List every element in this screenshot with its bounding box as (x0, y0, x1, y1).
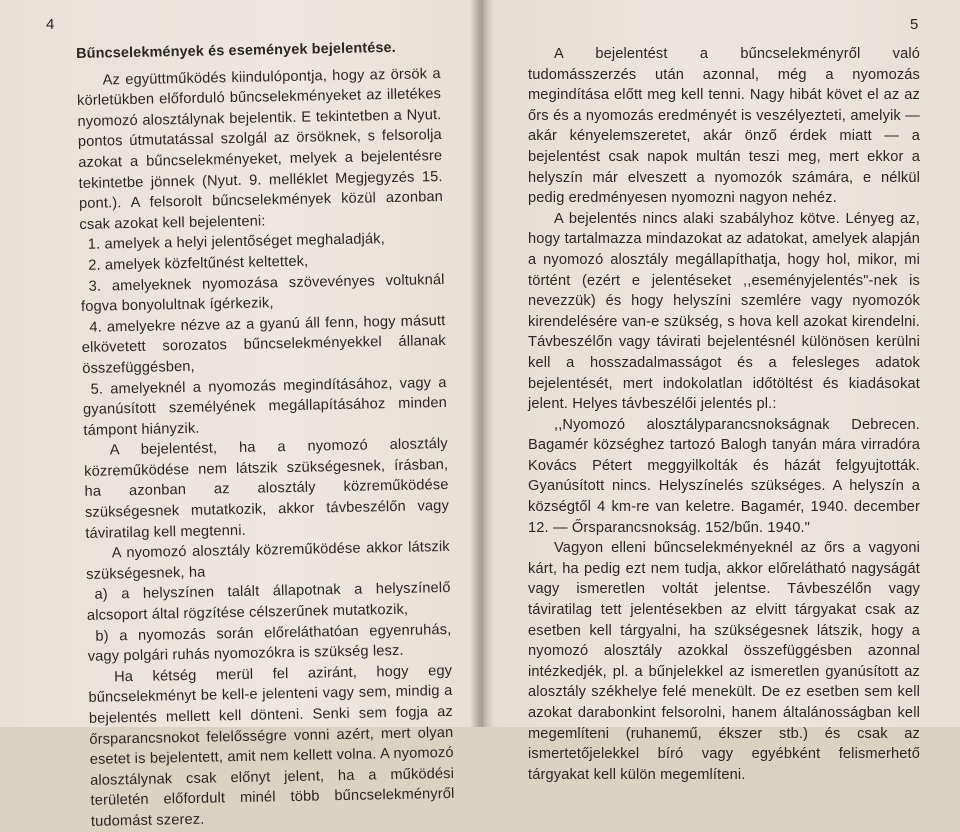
list-item: 4. amelyekre nézve az a gyanú áll fenn, hogy másutt elkövetett sorozatos bűncselekményekkel állanak összefüggésben, (81, 312, 446, 377)
right-page-column (528, 44, 920, 785)
book-gutter (470, 0, 494, 727)
left-page-column (76, 37, 455, 832)
paragraph: A bejelentés nincs alaki szabályhoz kötve. Lényeg az, hogy tartalmazza mindazokat az adatokat, amelyek alapján a nyomozó alosztály megállapíthatja, hogy hol, mikor, mi történt (ezért e jelentéseket ,,eseményjelentés"-nek is nevezzük) és hogy helyszíni szemlére vagy nyomozók kirendelésére van-e szükség, s hova kell azokat kirendelni. Távbeszélőn vagy távirati bejelentésnél különösen kerülni kell a hosszadalmasságot és a felesleges adatok bejelentését, mert indokolatlan időtöltést és kiadásokat jelent. Helyes távbeszélői jelentés pl.: (528, 210, 920, 413)
paragraph: Az együttműködés kiindulópontja, hogy az örsök a körletükben előforduló bűncselekményeket az illetékes nyomozó alosztálynak bejelentik. E tekintetben a Nyut. pontos útmutatással szolgál az örsöknek, s felsorolja azokat a bűncselekményeket, melyek a bejelentésre tekintetbe jönnek (Nyut. 9. melléklet Megjegyzés 15. pont.). A felsorolt bűncselekmények közül azonban csak azokat kell bejelenteni: (76, 65, 444, 233)
paragraph: A bejelentést, ha a nyomozó alosztály közreműködése nem látszik szükségesnek, írásban, ha azonban az alosztály közreműködése szükségesnek mutatkozik, akkor távbeszélőn vagy táviratilag kell megtenni. (84, 436, 450, 542)
list-item: a) a helyszínen talált állapotnak a helyszínelő alcsoport által rögzítése célszerűnek mutatkozik, (86, 580, 451, 624)
paragraph: Ha kétség merül fel aziránt, hogy egy bűncselekményt be kell-e jelenteni vagy sem, mindig a bejelentés mellett kell dönteni. Senki sem fogja az őrsparancsnokot felelősségre vonni azért, mert olyan esetet is bejelentett, amit nem kellett volna. A nyomozó alosztálynak csak előnyt jelent, ha a működési területén előfordult minél több bűncselekményről tudomást szerez. (88, 662, 455, 830)
list-item: 1. amelyek a helyi jelentőséget meghaladják, (87, 231, 385, 254)
section-title: Bűncselekmények és események bejelentése. (76, 39, 397, 62)
paragraph: A nyomozó alosztály közreműködése akkor látszik szükségesnek, ha (86, 539, 450, 583)
list-item: 3. amelyeknek nyomozása szövevényes voltuknál fogva bonyolultnak ígérkezik, (80, 271, 445, 316)
right-page-number: 5 (910, 16, 919, 33)
left-page-number: 4 (46, 16, 55, 33)
list-item: b) a nyomozás során előreláthatóan egyenruhás, vagy polgári ruhás nyomozókra is szükség lesz. (87, 621, 452, 666)
paragraph: Vagyon elleni bűncselekményeknél az őrs a vagyoni kárt, ha pedig ezt nem tudja, akkor előrelátható nagyságát vagy ismeretlen voltát jelentse. Távbeszélőn vagy táviratilag tett jelentésekben az elvitt tárgyakat csak az esetben kell tárgyalni, ha szükségesnek látszik, hogy a nyomozó alosztály azokkal összefüggésben azonnal intézkedjék, pl. a bűnjelekkel az ismeretlen gyanúsított az alosztály székhelye felé menekült. De ez esetben sem kell azokat darabonkint felsorolni, hanem általánosságban kell megemlíteni (ruhanemű, ékszer stb.) és csak az ismertetőjelekkel bíró vagy egyébként felismerhető tárgyakat kell külön megemlíteni. (528, 540, 920, 783)
list-item: 2. amelyek közfeltűnést keltettek, (88, 253, 309, 274)
quoted-report: ,,Nyomozó alosztályparancsnokságnak Debrecen. Bagamér községhez tartozó Balogh tanyán mára virradóra Kovács Pétert meggyilkolták és házát felgyujtották. Gyanúsított nincs. Helyszínelés szükséges. A helyszín a községtől 4 km-re van keletre. Bagamér, 1940. december 12. — Őrsparancsnokság. 152/bűn. 1940." (528, 416, 920, 536)
list-item: 5. amelyeknél a nyomozás megindításához, vagy a gyanúsított személyének megállapításához minden támpont hiányzik. (82, 374, 448, 439)
paragraph: A bejelentést a bűncselekményről való tudomásszerzés után azonnal, még a nyomozás megindítása előtt meg kell tenni. Nagy hibát követ el az az őrs és a nyomozás eredményét is veszélyezteti, amelyik — akár kényelemszeretet, akár önző érdek miatt — a bejelentést csak napok multán teszi meg, mert ekkor a helyszín már elveszett a nyomozók számára, e nélkül pedig eredményesen nyomozni nagyon nehéz. (528, 46, 920, 207)
